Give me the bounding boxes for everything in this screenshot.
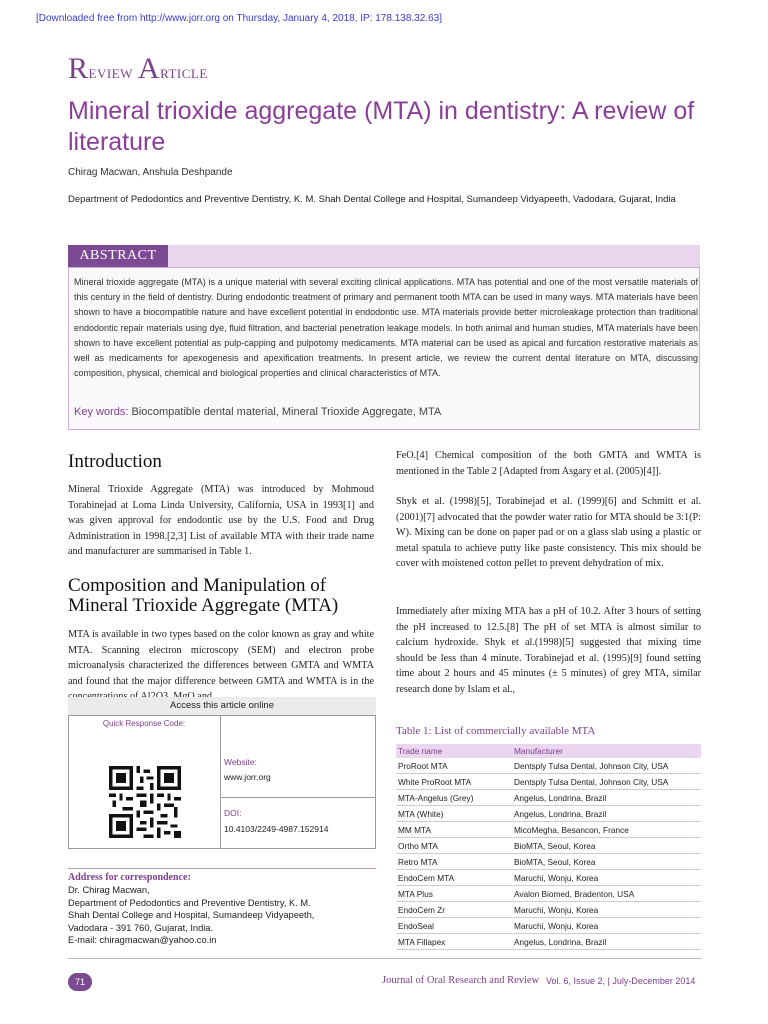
table-cell-manufacturer: BioMTA, Seoul, Korea [512,838,701,854]
address-rule [68,868,376,869]
table-header-manufacturer: Manufacturer [512,744,701,758]
table-cell-manufacturer: Dentsply Tulsa Dental, Johnson City, USA [512,758,701,774]
table-cell-trade: Retro MTA [396,854,512,870]
keywords-label: Key words: [74,406,129,418]
right-paragraph-1: FeO.[4] Chemical composition of the both GMTA and WMTA is mentioned in the Table 2 [Adapted from Asgary et al. (2005)[4]]. [396,450,701,477]
table-cell-trade: EndoCem Zr [396,902,512,918]
article-type-eview: eview [88,62,138,82]
abstract-header-strip [168,245,700,267]
table-row [396,838,701,854]
table-cell-manufacturer: Maruchi, Wonju, Korea [512,902,701,918]
table-header-row [396,744,701,758]
table-cell-manufacturer: MicoMegha, Besancon, France [512,822,701,838]
table-cell-manufacturer: Angelus, Londrina, Brazil [512,806,701,822]
introduction-text: Mineral Trioxide Aggregate (MTA) was introduced by Mohmoud Torabinejad at Loma Linda University, California, USA in 1993[1] and was given approval for endodontic use by the U.S. Food and Drug Administration in 1998.[2,3] List of available MTA with their trade name and manufacturer are summarised in Table 1. [68,484,374,558]
article-title: Mineral trioxide aggregate (MTA) in dentistry: A review of literature [68,97,695,156]
access-header: Access this article online [68,697,376,716]
table-row [396,886,701,902]
table-cell-manufacturer: Angelus, Londrina, Brazil [512,934,701,950]
address-line: Shah Dental College and Hospital, Sumandeep Vidyapeeth, [68,910,315,921]
introduction-heading: Introduction [68,451,162,472]
table-row [396,854,701,870]
table-cell-trade: MM MTA [396,822,512,838]
table-cell-trade: EndoCem MTA [396,870,512,886]
table-row [396,790,701,806]
table-cell-manufacturer: Dentsply Tulsa Dental, Johnson City, USA [512,774,701,790]
doi-label: DOI: [224,808,242,818]
access-divider [220,716,221,848]
right-paragraph-3: Immediately after mixing MTA has a pH of 10.2. After 3 hours of setting the pH increased to 12.5.[8] The pH of set MTA is almost similar to calcium hydroxide. Shyk et al.(1998)[5] suggested that mixing time should be less than 4 minute. Torabinejad et al. (1995)[9] found setting time about 2 hours and 45 minutes (± 5 minutes) of grey MTA, similar research done by Islam et al., [396,606,701,695]
address-line: Department of Pedodontics and Preventive Dentistry, K. M. [68,897,311,908]
table-cell-manufacturer: BioMTA, Seoul, Korea [512,854,701,870]
table-cell-trade: ProRoot MTA [396,758,512,774]
affiliation: Department of Pedodontics and Preventive Dentistry, K. M. Shah Dental College and Hospital, Sumandeep Vidyapeeth, Vadodara, Gujarat, India [68,194,676,205]
table-caption: Table 1: List of commercially available MTA [396,725,596,737]
address-title: Address for correspondence: [68,872,191,883]
table-cell-trade: White ProRoot MTA [396,774,512,790]
table-row [396,870,701,886]
table-cell-trade: MTA Fillapex [396,934,512,950]
table-row [396,902,701,918]
abstract-text: Mineral trioxide aggregate (MTA) is a unique material with several exciting clinical applications. MTA has potential and one of the most versatile materials of this century in the field of dentistry. During endodontic treatment of primary and permanent tooth MTA can be used in many ways. MTA materials have been shown to have a biocompatible nature and have excellent potential in endodontic use. MTA materials provide better microleakage protection than traditional endodontic repair materials using dye, fluid filtration, and bacterial penetration leakage models. In both animal and human studies, MTA materials have been shown to have excellent potential as pulp-capping and pulpotomy medicaments. MTA material can be used as apical and furcation restorative materials as well as medicaments for apexogenesis and apexification treatments. In present article, we review the current dental literature on MTA, discussing composition, physical, chemical and biological properties and clinical characteristics of MTA. [74,277,698,379]
article-type-a: A [137,52,161,85]
table-row [396,822,701,838]
page-number: 71 [68,973,92,991]
qr-code-icon[interactable] [109,766,181,838]
doi-link[interactable]: 10.4103/2249-4987.152914 [224,824,329,834]
table-row [396,758,701,774]
keywords-text: Biocompatible dental material, Mineral Trioxide Aggregate, MTA [131,406,442,418]
table-row [396,934,701,950]
table-cell-manufacturer: Maruchi, Wonju, Korea [512,870,701,886]
table-cell-manufacturer: Angelus, Londrina, Brazil [512,790,701,806]
table-row [396,774,701,790]
table-cell-trade: MTA (White) [396,806,512,822]
journal-issue: Vol. 6, Issue 2, | July-December 2014 [546,976,696,986]
table-row [396,806,701,822]
authors: Chirag Macwan, Anshula Deshpande [68,167,233,178]
table-header-trade-name: Trade name [396,744,512,758]
address-email[interactable]: E-mail: chiragmacwan@yahoo.co.in [68,935,217,946]
article-type-rticle: rticle [160,62,208,82]
table-cell-trade: Ortho MTA [396,838,512,854]
table-cell-manufacturer: Avalon Biomed, Bradenton, USA [512,886,701,902]
download-notice[interactable]: [Downloaded free from http://www.jorr.org on Thursday, January 4, 2018, IP: 178.138.32.63] [36,13,442,24]
access-row-divider [220,797,375,798]
table-cell-trade: MTA-Angelus (Grey) [396,790,512,806]
composition-heading: Composition and Manipulation of Mineral Trioxide Aggregate (MTA) [68,575,339,616]
keywords [74,406,441,418]
article-type [68,52,208,86]
table-cell-trade: MTA Plus [396,886,512,902]
address-line: Dr. Chirag Macwan, [68,885,150,895]
address-line: Vadodara - 391 760, Gujarat, India. [68,922,214,933]
composition-text: MTA is available in two types based on the color known as gray and white MTA. Scanning electron microscopy (SEM) and electron probe microanalysis characterized the differences between GMTA and WMTA and found that the major difference between GMTA and WMTA is in the [68,629,374,687]
mta-table [396,744,701,950]
right-paragraph-2: Shyk et al. (1998)[5], Torabinejad et al. (1999)[6] and Schmitt et al. (2001)[7] advocated that the powder water ratio for MTA should be 3:1(P: W). Mixing can be done on paper pad or on a glass slab using a plastic or metal spatula to achieve putty like paste consistency. This mix should be cover with moistened cotton pellet to prevent dehydration of mix. [396,496,701,570]
address-block [68,884,378,947]
qr-label: Quick Response Code: [102,719,186,728]
website-label: Website: [224,757,257,767]
abstract-label: ABSTRACT [68,245,168,267]
article-type-r: R [68,52,89,85]
table-cell-trade: EndoSeal [396,918,512,934]
website-link[interactable]: www.jorr.org [224,772,271,782]
journal-name: Journal of Oral Research and Review [382,975,540,986]
table-cell-manufacturer: Maruchi, Wonju, Korea [512,918,701,934]
footer-rule [68,958,702,959]
table-row [396,918,701,934]
